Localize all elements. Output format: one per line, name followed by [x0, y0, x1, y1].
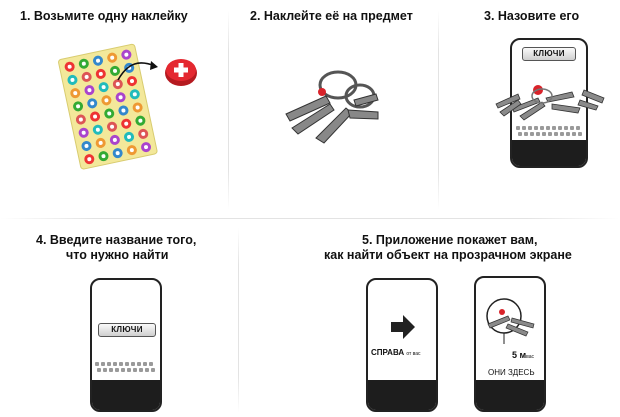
here-text: ОНИ ЗДЕСЬ	[488, 368, 535, 377]
keyboard-key	[103, 368, 107, 372]
phone-step-4	[90, 278, 162, 412]
keyboard-key	[133, 368, 137, 372]
step-1-title: 1. Возьмите одну наклейку	[20, 9, 188, 23]
step-5-title-line-2: как найти объект на прозрачном экране	[324, 248, 572, 262]
step-2-title: 2. Наклейте её на предмет	[250, 9, 413, 23]
red-sticker-dot-on-keys	[318, 88, 326, 96]
phone-5b-bottom-bar	[476, 380, 544, 410]
phone-step-5-here	[474, 276, 546, 412]
sticker-sheet-illustration	[0, 0, 228, 215]
arrow-right-icon	[389, 314, 417, 340]
keyboard-key	[139, 368, 143, 372]
keyboard-key	[151, 368, 155, 372]
keyboard-key	[113, 362, 117, 366]
direction-text: СПРАВА от вас	[371, 348, 421, 357]
red-sticker-icon	[165, 59, 197, 86]
keyboard-key	[127, 368, 131, 372]
keyboard-key	[121, 368, 125, 372]
keyboard-key	[143, 362, 147, 366]
phone-5b-keys-image	[478, 294, 546, 344]
step-4-title-line-1: 4. Введите название того,	[36, 233, 197, 247]
phone-4-bottom-bar	[92, 380, 160, 410]
keyboard-key	[125, 362, 129, 366]
distance-text: 5 мвас	[512, 350, 535, 360]
keyboard-key	[145, 368, 149, 372]
step-1-panel	[0, 0, 228, 215]
step-2-panel	[228, 0, 438, 215]
keyboard-key	[149, 362, 153, 366]
phone-4-label[interactable]: КЛЮЧИ	[98, 323, 156, 337]
step-4-panel	[0, 218, 238, 417]
keyboard-key	[97, 368, 101, 372]
step-5-panel	[238, 218, 620, 417]
step-4-title-line-2: что нужно найти	[66, 248, 169, 262]
keyboard-key	[109, 368, 113, 372]
keys-illustration	[228, 0, 438, 215]
keyboard-key	[137, 362, 141, 366]
keyboard-key	[115, 368, 119, 372]
phone-5a-bottom-bar	[368, 380, 436, 410]
phone-4-keyboard[interactable]	[95, 362, 159, 376]
phone-step-5-direction	[366, 278, 438, 412]
keyboard-key	[119, 362, 123, 366]
keyboard-key	[95, 362, 99, 366]
keyboard-key	[107, 362, 111, 366]
step-3-title: 3. Назовите его	[484, 9, 580, 23]
keys-outside-phone	[438, 0, 620, 215]
step-5-title-line-1: 5. Приложение покажет вам,	[362, 233, 538, 247]
keyboard-key	[131, 362, 135, 366]
step-3-panel	[438, 0, 620, 215]
keyboard-key	[101, 362, 105, 366]
phone-3-label: КЛЮЧИ	[522, 47, 576, 61]
